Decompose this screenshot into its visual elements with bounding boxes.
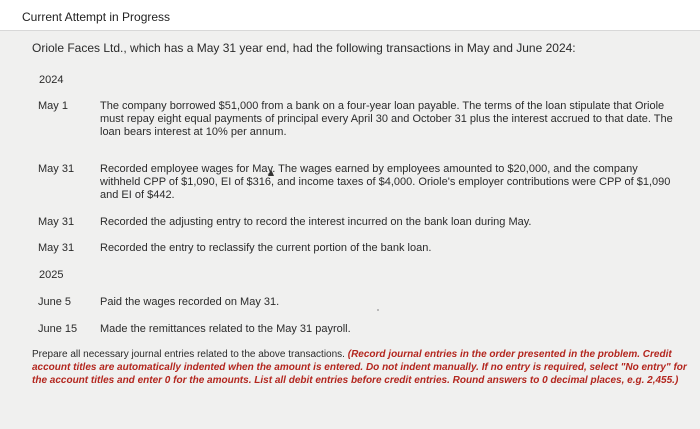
transaction-date: June 15 — [38, 323, 78, 335]
problem-intro: Oriole Faces Ltd., which has a May 31 year end, had the following transactions in May and June 2024: — [32, 41, 576, 55]
transaction-description: Paid the wages recorded on May 31. — [100, 296, 280, 308]
stray-dot — [377, 309, 379, 311]
transaction-date: May 1 — [38, 100, 68, 112]
mouse-cursor-icon — [268, 169, 274, 176]
year-heading-2025: 2025 — [39, 269, 64, 281]
transaction-description: Recorded the entry to reclassify the current portion of the bank loan. — [100, 242, 432, 254]
transaction-description: Made the remittances related to the May 31 payroll. — [100, 323, 351, 335]
transaction-date: May 31 — [38, 242, 75, 254]
transaction-date: May 31 — [38, 163, 75, 175]
instructions-main: Prepare all necessary journal entries related to the above transactions. — [32, 349, 348, 360]
journal-instructions — [32, 348, 687, 387]
year-heading-2024: 2024 — [39, 74, 64, 86]
attempt-status-title: Current Attempt in Progress — [22, 10, 171, 24]
transaction-description: The company borrowed $51,000 from a bank on a four-year loan payable. The terms of the loan stipulate that Oriole must repay eight equal payments of principal every April 30 and October 31 plus the interest accrued to that date. The loan bears interest at 10% per annum. — [100, 100, 673, 138]
transaction-description: Recorded employee wages for May. The wages earned by employees amounted to $20,000, and the company withheld CPP of $1,090, EI of $316, and income taxes of $4,000. Oriole's employer contributions were CPP of $1,090 and EI of $442. — [100, 163, 671, 201]
transaction-date: May 31 — [38, 216, 75, 228]
transaction-description: Recorded the adjusting entry to record the interest incurred on the bank loan during May. — [100, 216, 532, 228]
attempt-header — [0, 0, 700, 28]
transaction-date: June 5 — [38, 296, 72, 308]
instructions-note: (Record journal entries in the order presented in the problem. Credit account titles are automatically indented when the amount is entered. Do not indent manually. If no entry is required, select "No entry" for the account titles and enter 0 for the amounts. List all debit entries before credit entries. Round answers to 0 decimal places, e.g. 2,455.) — [32, 349, 687, 386]
